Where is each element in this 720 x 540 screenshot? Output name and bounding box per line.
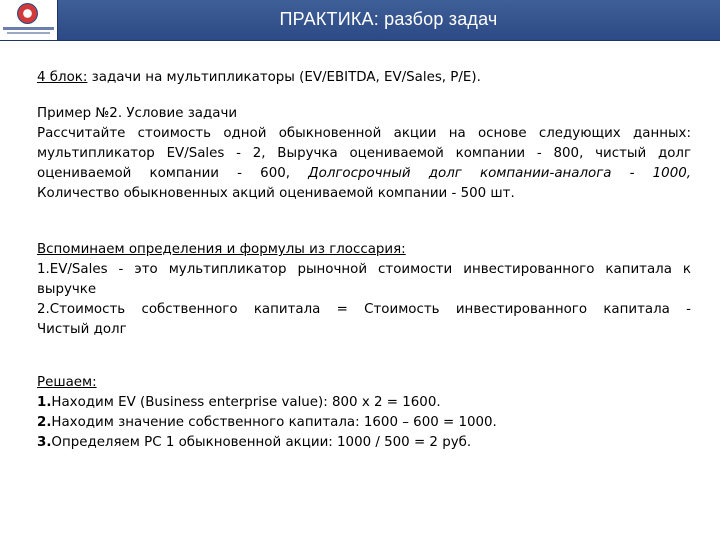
logo-caption-bar-2 [7, 32, 50, 34]
solution-step-2-number: 2. [37, 415, 52, 430]
glossary-item-2-line-2: Чистый долг [37, 322, 127, 337]
example-line-3-plain: оцениваемой компании - 600, [37, 166, 309, 181]
logo-caption-bar [3, 27, 54, 30]
emblem-icon [17, 3, 38, 24]
glossary-section [37, 240, 691, 340]
block-intro [37, 68, 691, 88]
glossary-item-1-line-1: 1.EV/Sales - это мультипликатор рыночной стоимости инвестированного капитала к [37, 262, 691, 277]
block-text: задачи на мультипликаторы (EV/EBITDA, EV/Sales, P/E). [87, 70, 481, 85]
page-title: ПРАКТИКА: разбор задач [279, 9, 498, 29]
block-line [37, 68, 691, 88]
solution-step-3-number: 3. [37, 435, 52, 450]
solution-step-1 [37, 393, 691, 413]
slide-header [0, 0, 720, 41]
glossary-item-1-line-2: выручке [37, 282, 97, 297]
block-label: 4 блок: [37, 70, 88, 85]
example-title: Пример №2. Условие задачи [37, 106, 238, 121]
solution-step-2 [37, 413, 691, 433]
solution-step-1-number: 1. [37, 395, 52, 410]
glossary-item-2-line-1: 2.Стоимость собственного капитала = Стоимость инвестированного капитала - [37, 302, 691, 317]
glossary-heading: Вспоминаем определения и формулы из глоссария: [37, 242, 406, 257]
solution-step-3 [37, 433, 691, 453]
solution-section [37, 373, 691, 453]
example-section [37, 104, 691, 204]
solution-step-3-text: Определяем РС 1 обыкновенной акции: 1000 / 500 = 2 руб. [51, 435, 472, 450]
example-line-3-italic: Долгосрочный долг компании-аналога - 1000, [308, 166, 691, 181]
solution-step-1-text: Находим EV (Business enterprise value): 800 х 2 = 1600. [51, 395, 441, 410]
solution-heading: Решаем: [37, 375, 97, 390]
example-line-2: мультипликатор EV/Sales - 2, Выручка оцениваемой компании - 800, чистый долг [37, 146, 691, 161]
example-line-3 [37, 164, 691, 184]
example-line-4: Количество обыкновенных акций оцениваемой компании - 500 шт. [37, 186, 515, 201]
example-line-1: Рассчитайте стоимость одной обыкновенной акции на основе следующих данных: [37, 126, 691, 141]
logo [0, 0, 58, 40]
solution-step-2-text: Находим значение собственного капитала: 1600 – 600 = 1000. [51, 415, 497, 430]
